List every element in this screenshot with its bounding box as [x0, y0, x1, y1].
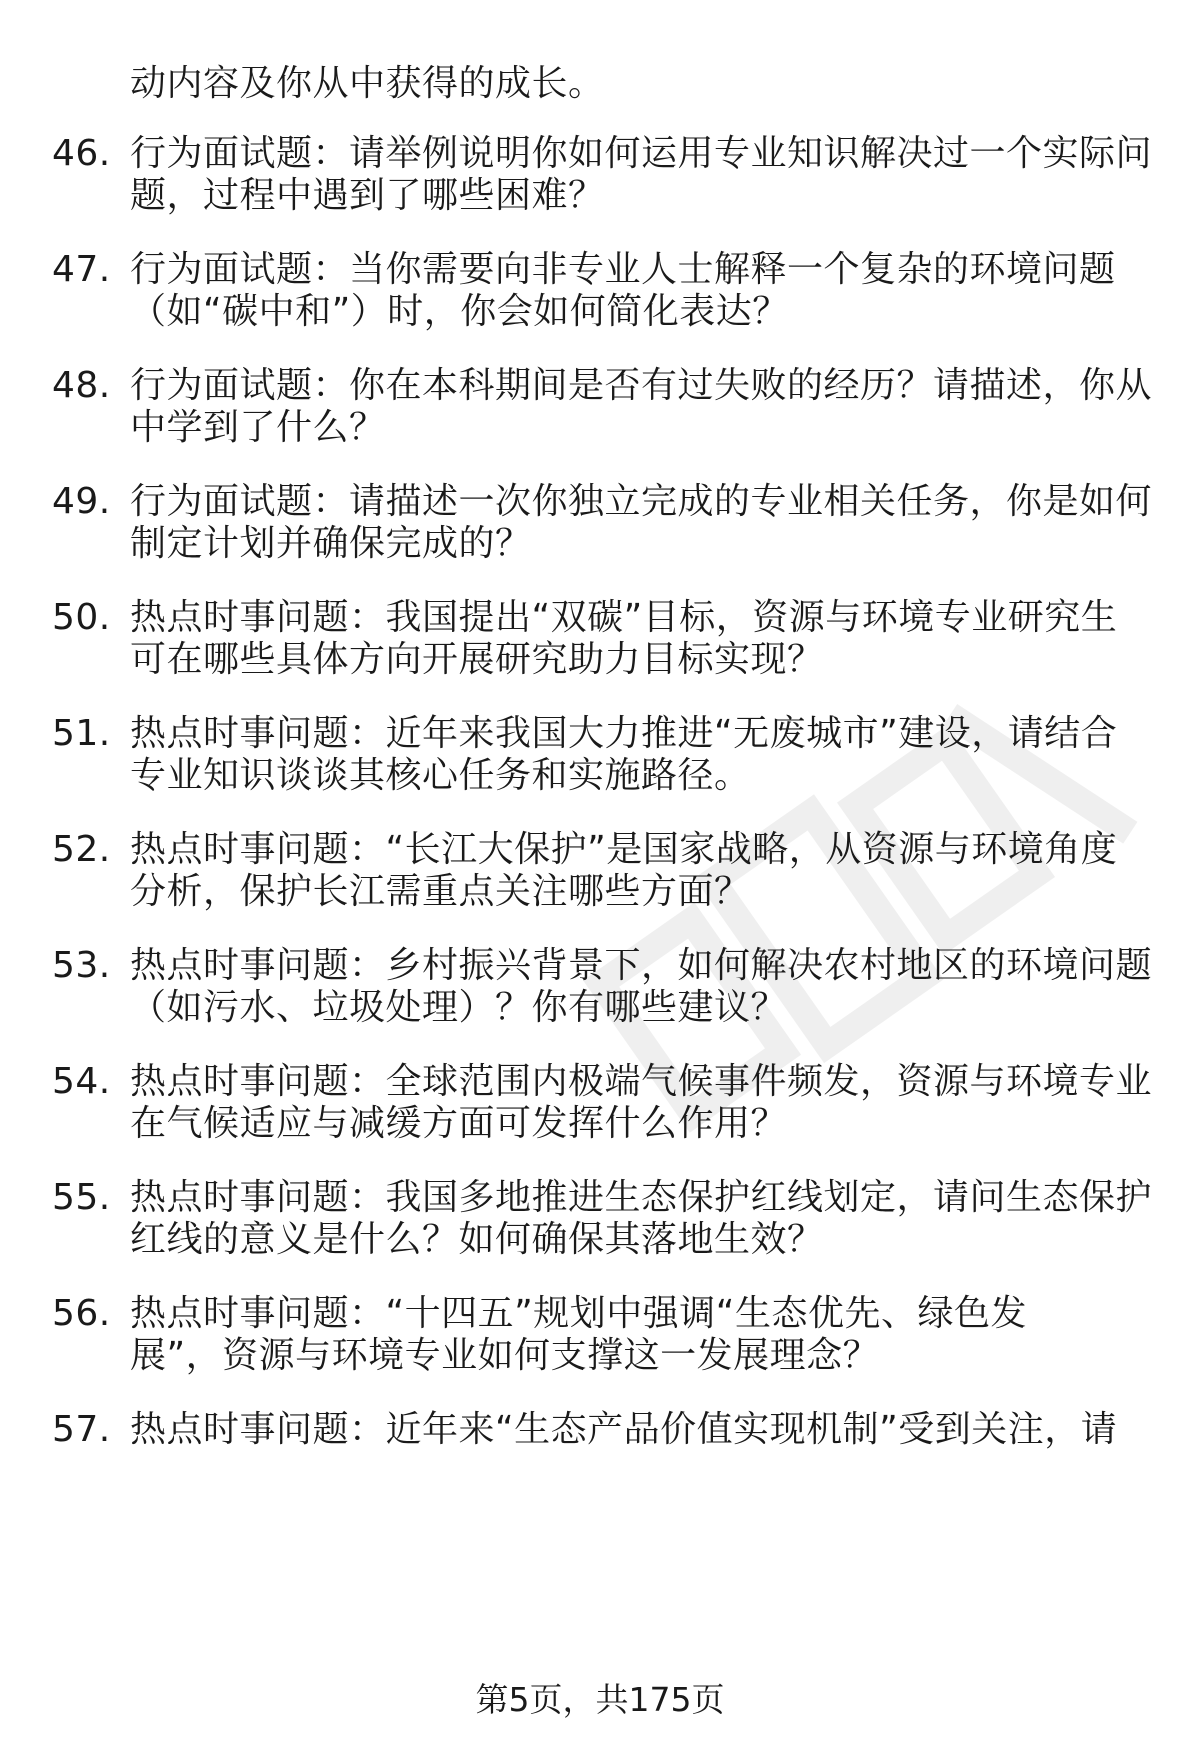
item-text-line2: 专业知识谈谈其核心任务和实施路径。 — [130, 755, 751, 796]
item-number: 46. — [52, 133, 111, 174]
item-number: 51. — [52, 713, 111, 754]
item-text-line1: 热点时事问题：“十四五”规划中强调“生态优先、绿色发 — [130, 1293, 1027, 1334]
item-text-line2: 制定计划并确保完成的？ — [130, 523, 532, 564]
item-number: 57. — [52, 1409, 111, 1450]
item-text-line2: （如污水、垃圾处理）？你有哪些建议？ — [130, 987, 788, 1028]
item-number: 55. — [52, 1177, 111, 1218]
item-number: 49. — [52, 481, 111, 522]
item-text-line1: 热点时事问题：我国提出“双碳”目标，资源与环境专业研究生 — [130, 597, 1118, 638]
page-footer: 第5页，共175页 — [475, 1680, 725, 1719]
item-text-line1: 热点时事问题：近年来我国大力推进“无废城市”建设，请结合 — [130, 713, 1118, 754]
item-text-line1: 行为面试题：请描述一次你独立完成的专业相关任务，你是如何 — [130, 481, 1153, 522]
item-text-line1: 行为面试题：你在本科期间是否有过失败的经历？请描述，你从 — [130, 365, 1153, 406]
item-text-line2: 红线的意义是什么？如何确保其落地生效？ — [130, 1219, 824, 1260]
item-number: 48. — [52, 365, 111, 406]
item-text-line2: 可在哪些具体方向开展研究助力目标实现？ — [130, 639, 824, 680]
item-text-line2: 展”，资源与环境专业如何支撑这一发展理念？ — [130, 1335, 880, 1376]
item-text-line2: 在气候适应与减缓方面可发挥什么作用？ — [130, 1103, 788, 1144]
continuation-text: 动内容及你从中获得的成长。 — [130, 63, 605, 104]
item-number: 56. — [52, 1293, 111, 1334]
item-text-line1: 热点时事问题：“长江大保护”是国家战略，从资源与环境角度 — [130, 829, 1118, 870]
item-text-line1: 行为面试题：当你需要向非专业人士解释一个复杂的环境问题 — [130, 249, 1116, 290]
item-text-line1: 热点时事问题：全球范围内极端气候事件频发，资源与环境专业 — [130, 1061, 1153, 1102]
item-text-line1: 热点时事问题：乡村振兴背景下，如何解决农村地区的环境问题 — [130, 945, 1153, 986]
item-text-line2: 题，过程中遇到了哪些困难？ — [130, 175, 605, 216]
item-text-line2: （如“碳中和”）时，你会如何简化表达？ — [130, 291, 789, 332]
item-number: 50. — [52, 597, 111, 638]
item-number: 47. — [52, 249, 111, 290]
item-number: 54. — [52, 1061, 111, 1102]
item-number: 52. — [52, 829, 111, 870]
item-text-line1: 热点时事问题：近年来“生态产品价值实现机制”受到关注，请 — [130, 1409, 1118, 1450]
item-text-line1: 热点时事问题：我国多地推进生态保护红线划定，请问生态保护 — [130, 1177, 1153, 1218]
item-number: 53. — [52, 945, 111, 986]
item-text-line2: 分析，保护长江需重点关注哪些方面？ — [130, 871, 751, 912]
item-text-line2: 中学到了什么？ — [130, 407, 386, 448]
item-text-line1: 行为面试题：请举例说明你如何运用专业知识解决过一个实际问 — [130, 133, 1153, 174]
